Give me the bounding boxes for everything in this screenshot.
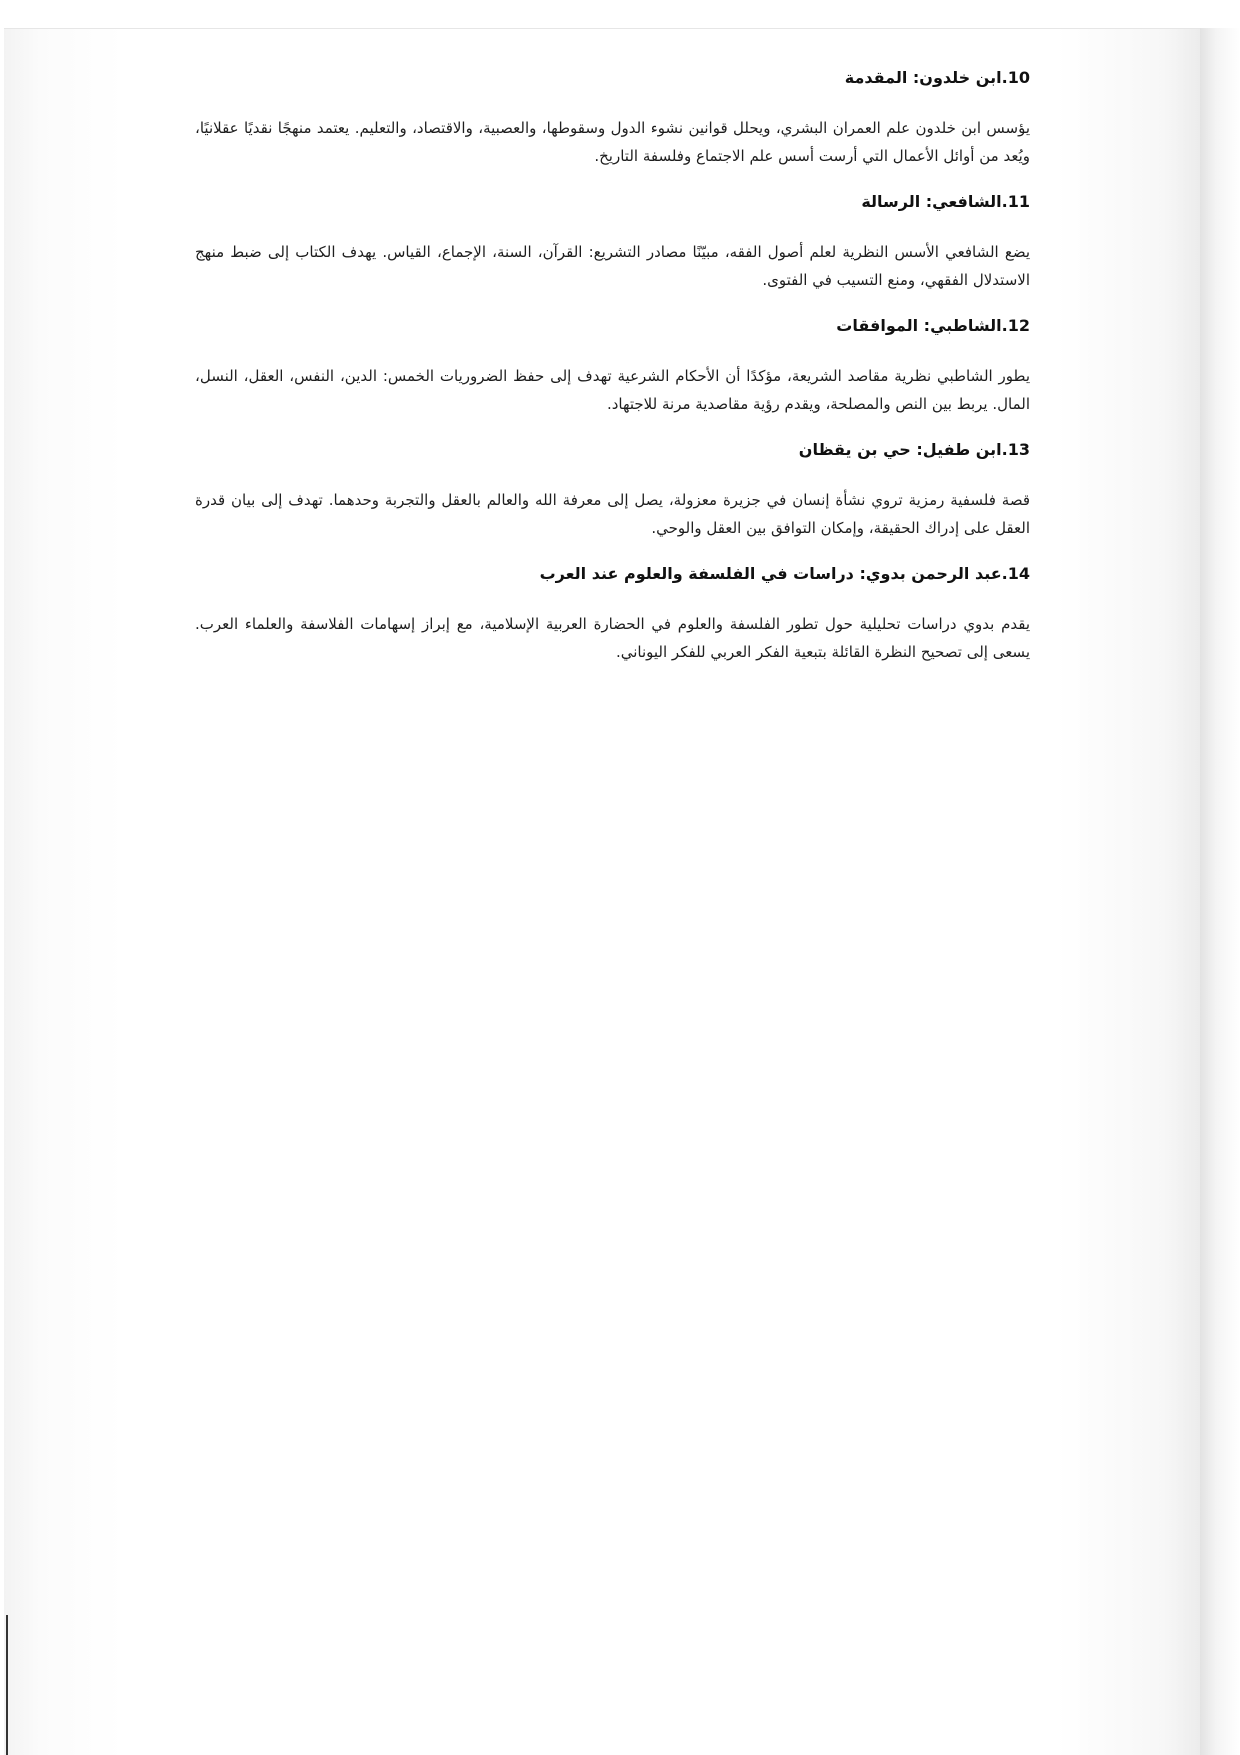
section-heading — [195, 314, 1030, 338]
section-paragraph: يقدم بدوي دراسات تحليلية حول تطور الفلسفة والعلوم في الحضارة العربية الإسلامية، مع إبراز إسهامات الفلاسفة والعلماء العرب. يسعى إلى تصحيح النظرة القائلة بتبعية الفكر العربي للفكر اليوناني. — [195, 615, 1030, 661]
section-number: 14. — [1001, 564, 1030, 583]
section-10 — [195, 66, 1030, 170]
section-number: 10. — [1001, 68, 1030, 87]
section-title: الشاطبي: الموافقات — [836, 316, 1002, 335]
section-paragraph: يطور الشاطبي نظرية مقاصد الشريعة، مؤكدًا أن الأحكام الشرعية تهدف إلى حفظ الضروريات الخمس: الدين، النفس، العقل، النسل، المال. يربط بين النص والمصلحة، ويقدم رؤية مقاصدية مرنة للاجتهاد. — [195, 367, 1030, 413]
document-body — [195, 66, 1030, 686]
section-11 — [195, 190, 1030, 294]
section-12 — [195, 314, 1030, 418]
section-title: ابن خلدون: المقدمة — [844, 68, 1002, 87]
section-heading — [195, 562, 1030, 586]
page-edge-shadow — [1200, 28, 1240, 1755]
section-heading — [195, 66, 1030, 90]
section-paragraph: يضع الشافعي الأسس النظرية لعلم أصول الفقه، مبيّنًا مصادر التشريع: القرآن، السنة، الإجماع، القياس. يهدف الكتاب إلى ضبط منهج الاستدلال الفقهي، ومنع التسيب في الفتوى. — [195, 243, 1030, 289]
section-number: 13. — [1001, 440, 1030, 459]
section-paragraph: يؤسس ابن خلدون علم العمران البشري، ويحلل قوانين نشوء الدول وسقوطها، والعصبية، والاقتصاد، والتعليم. يعتمد منهجًا نقديًا عقلانيًا، ويُعد من أوائل الأعمال التي أرست أسس علم الاجتماع وفلسفة التاريخ. — [195, 119, 1030, 165]
section-13 — [195, 438, 1030, 542]
section-title: عبد الرحمن بدوي: دراسات في الفلسفة والعلوم عند العرب — [539, 564, 1002, 583]
section-number: 11. — [1001, 192, 1030, 211]
scan-edge-line — [6, 1615, 8, 1755]
section-title: ابن طفيل: حي بن يقظان — [798, 440, 1002, 459]
section-heading — [195, 438, 1030, 462]
section-heading — [195, 190, 1030, 214]
section-paragraph: قصة فلسفية رمزية تروي نشأة إنسان في جزيرة معزولة، يصل إلى معرفة الله والعالم بالعقل والتجربة وحدهما. تهدف إلى بيان قدرة العقل على إدراك الحقيقة، وإمكان التوافق بين العقل والوحي. — [195, 491, 1030, 537]
section-title: الشافعي: الرسالة — [861, 192, 1002, 211]
section-14 — [195, 562, 1030, 666]
section-number: 12. — [1001, 316, 1030, 335]
